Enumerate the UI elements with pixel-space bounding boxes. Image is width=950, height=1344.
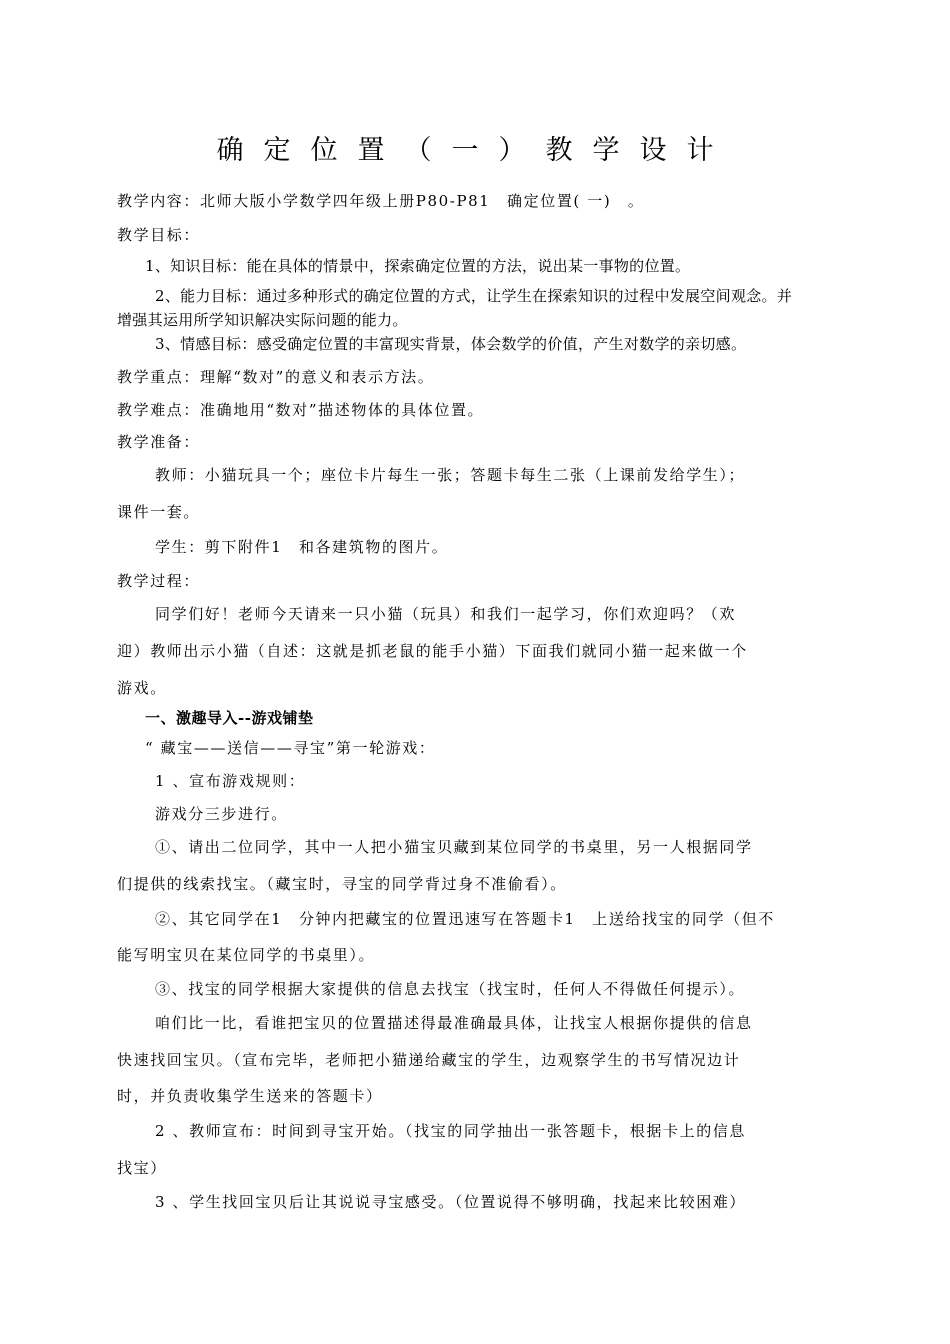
- step2-line1: ②、其它同学在1 分钟内把藏宝的位置迅速写在答题卡1 上送给找宝的同学（但不: [155, 910, 775, 928]
- difficulty: 教学难点：准确地用“数对”描述物体的具体位置。: [117, 401, 485, 419]
- rule-intro: 游戏分三步进行。: [155, 805, 288, 823]
- section-heading: 一、激趣导入--游戏铺垫: [145, 709, 314, 727]
- goals-heading: 教学目标：: [117, 226, 201, 244]
- step1-line1: ①、请出二位同学，其中一人把小猫宝贝藏到某位同学的书桌里，另一人根据同学: [155, 838, 753, 856]
- announce-line1: 2 、教师宣布：时间到寻宝开始。（找宝的同学抽出一张答题卡，根据卡上的信息: [155, 1122, 747, 1140]
- prep-teacher-line1: 教师：小猫玩具一个；座位卡片每生一张；答题卡每生二张（上课前发给学生）；: [155, 466, 746, 484]
- step3: ③、找宝的同学根据大家提供的信息去找宝（找宝时，任何人不得做任何提示）。: [155, 980, 746, 998]
- compare-line2: 快速找回宝贝。（宣布完毕，老师把小猫递给藏宝的学生，边观察学生的书写情况边计: [117, 1051, 741, 1069]
- key-point: 教学重点：理解“数对”的意义和表示方法。: [117, 368, 435, 386]
- goal-emotion: 3、情感目标：感受确定位置的丰富现实背景，体会数学的价值，产生对数学的亲切感。: [155, 335, 747, 353]
- process-heading: 教学过程：: [117, 572, 201, 590]
- step2-line2: 能写明宝贝在某位同学的书桌里）。: [117, 946, 376, 964]
- prep-heading: 教学准备：: [117, 433, 201, 451]
- goal-ability-line2: 增强其运用所学知识解决实际问题的能力。: [117, 311, 408, 329]
- compare-line3: 时，并负责收集学生送来的答题卡）: [117, 1087, 383, 1105]
- prep-student: 学生：剪下附件1 和各建筑物的图片。: [155, 538, 449, 556]
- page-title: 确定位置（一）教学设计: [216, 135, 734, 166]
- intro-line1: 同学们好！老师今天请来一只小猫（玩具）和我们一起学习，你们欢迎吗？（欢: [155, 605, 737, 623]
- intro-line3: 游戏。: [117, 679, 167, 697]
- step1-line2: 们提供的线索找宝。（藏宝时，寻宝的同学背过身不准偷看）。: [117, 875, 567, 893]
- rule-heading: 1 、宣布游戏规则：: [155, 772, 306, 790]
- compare-line1: 咱们比一比，看谁把宝贝的位置描述得最准确最具体，让找宝人根据你提供的信息: [155, 1014, 753, 1032]
- goal-knowledge: 1、知识目标：能在具体的情景中，探索确定位置的方法，说出某一事物的位置。: [145, 257, 691, 275]
- intro-line2: 迎）教师出示小猫（自述：这就是抓老鼠的能手小猫）下面我们就同小猫一起来做一个: [117, 642, 748, 660]
- game-title: “ 藏宝——送信——寻宝”第一轮游戏：: [145, 739, 436, 757]
- feel-line: 3 、学生找回宝贝后让其说说寻宝感受。（位置说得不够明确，找起来比较困难）: [155, 1193, 747, 1211]
- prep-teacher-line2: 课件一套。: [117, 503, 201, 521]
- announce-line2: 找宝）: [117, 1159, 167, 1177]
- content-line: 教学内容：北师大版小学数学四年级上册P80-P81 确定位置( 一) 。: [117, 192, 645, 210]
- goal-ability-line1: 2、能力目标：通过多种形式的确定位置的方式，让学生在探索知识的过程中发展空间观念。并: [155, 287, 793, 305]
